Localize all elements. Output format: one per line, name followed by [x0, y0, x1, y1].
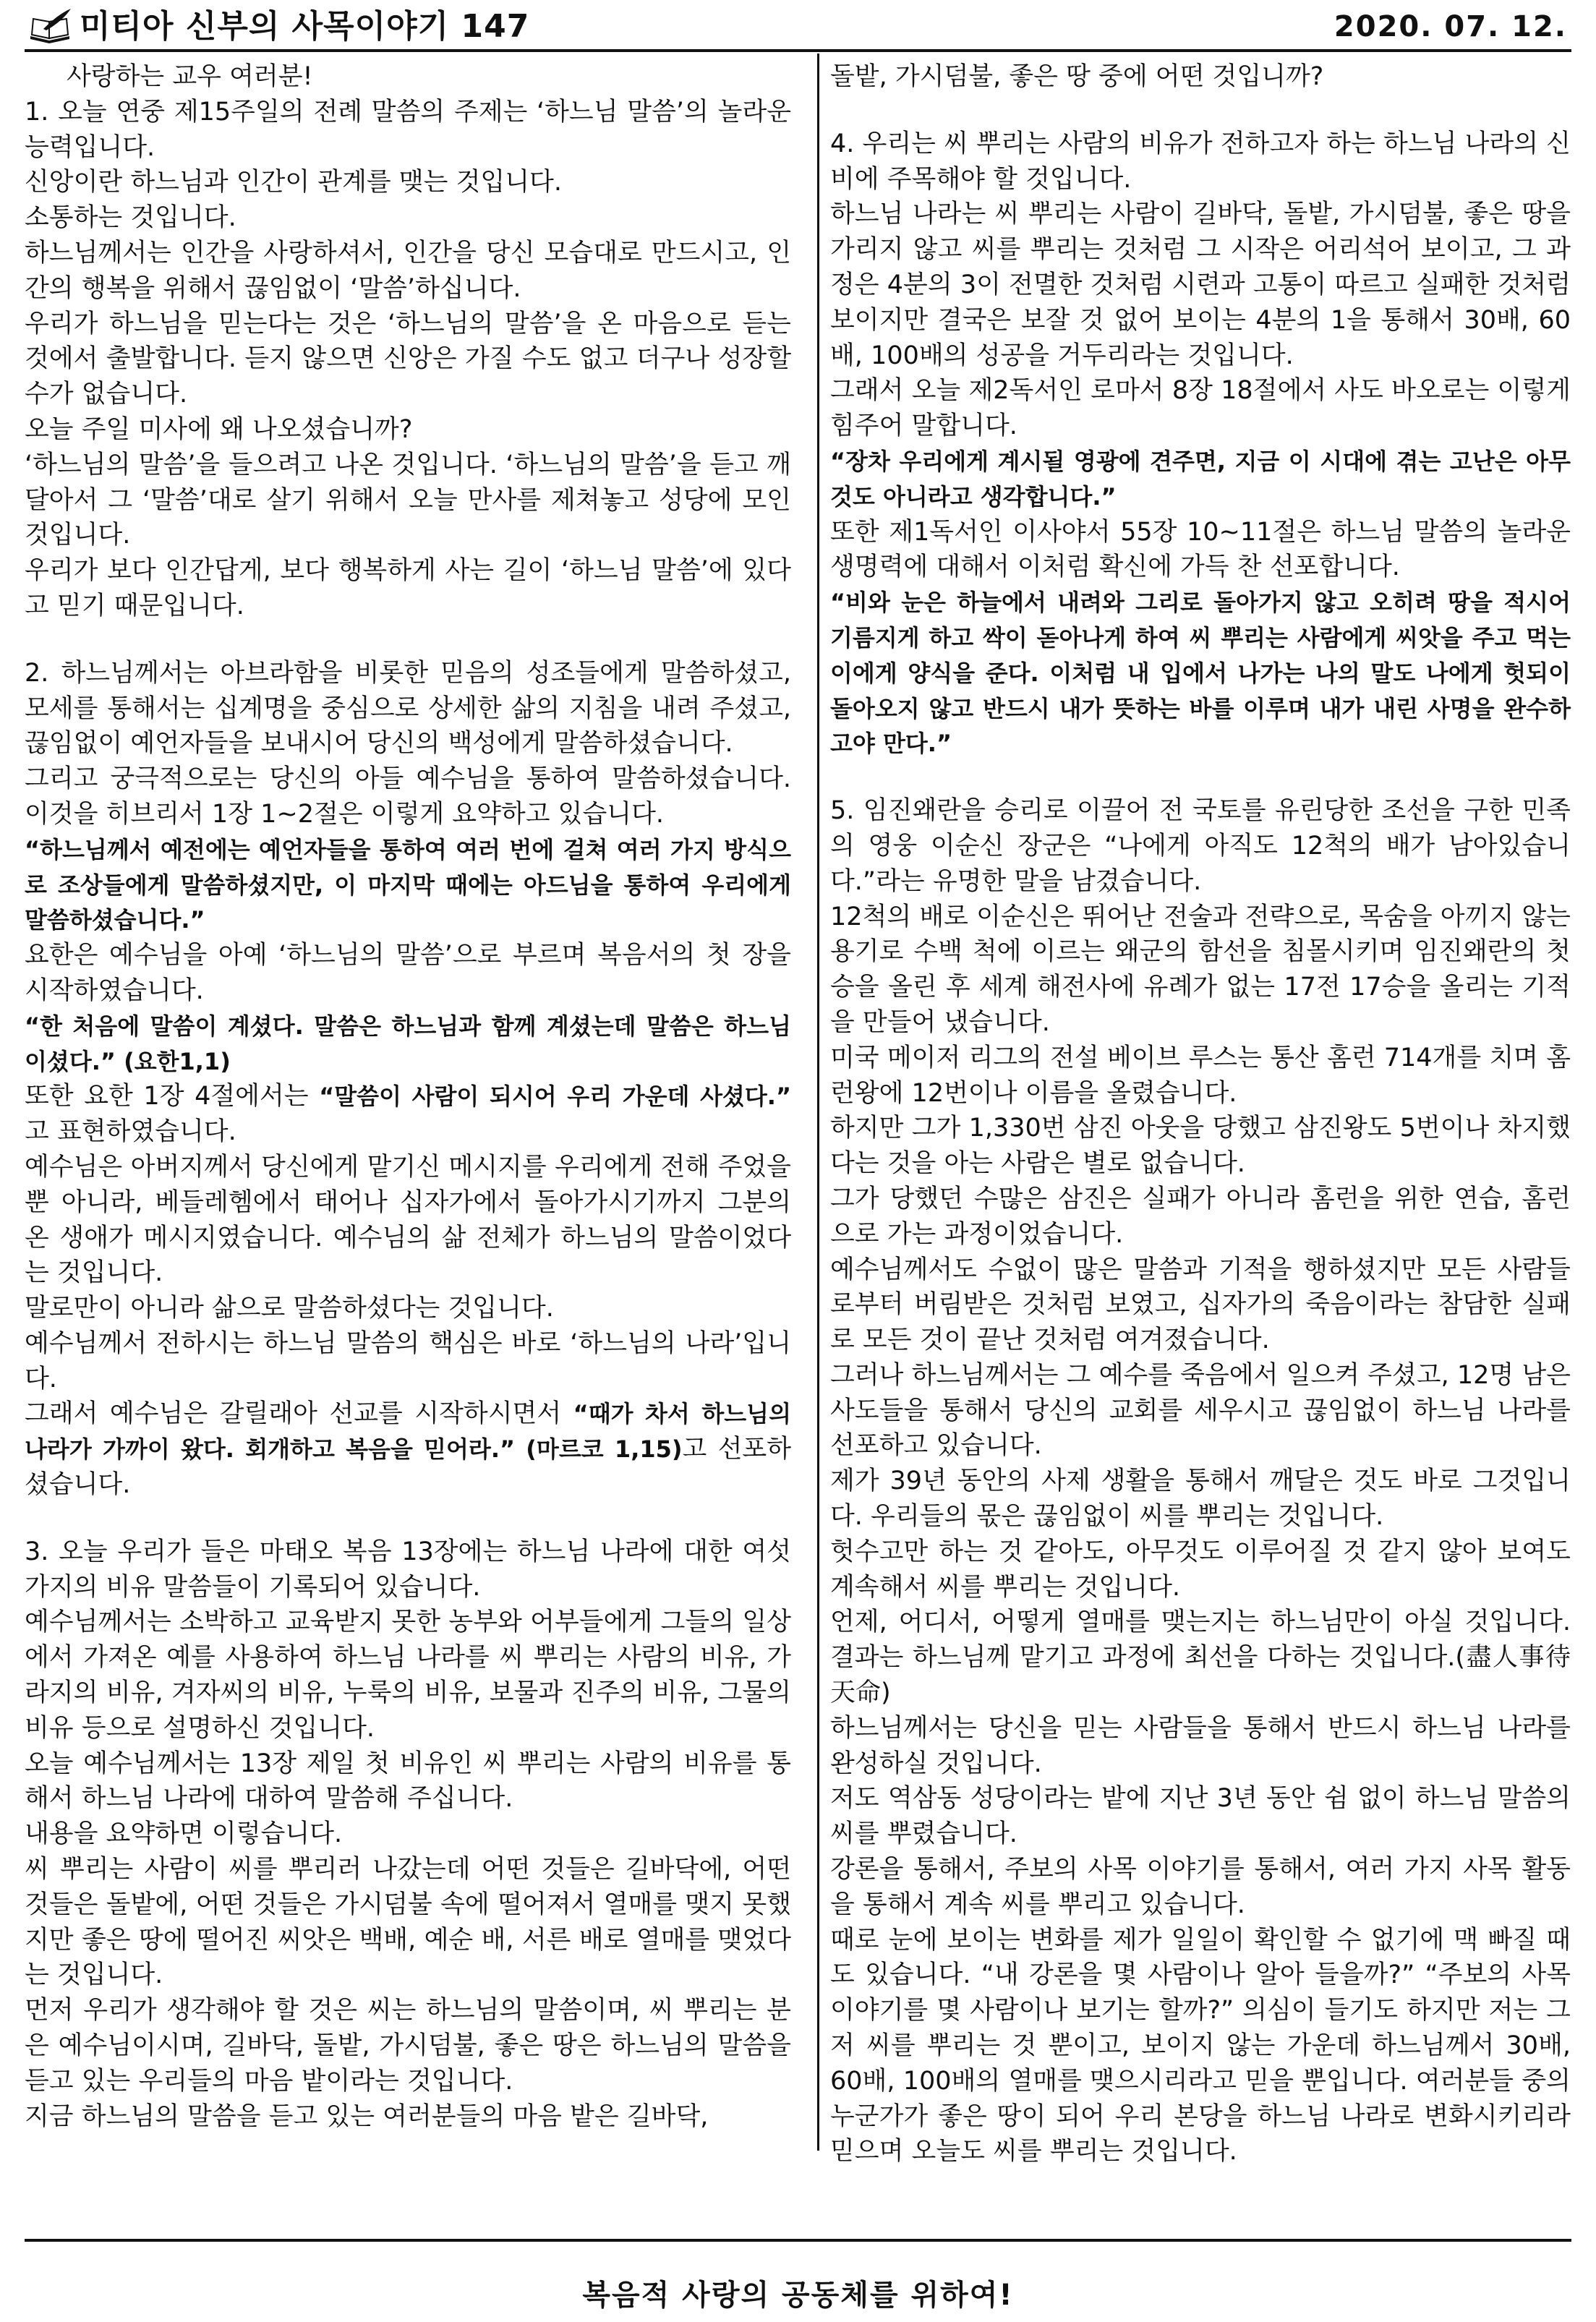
- issue-date: 2020. 07. 12.: [1333, 10, 1567, 43]
- paragraph: [25, 553, 791, 624]
- paragraph: [25, 1852, 791, 1993]
- paragraph: [25, 165, 791, 200]
- paragraph-text: 예수님께서도 수없이 많은 말씀과 기적을 행하셨지만 모든 사람들로부터 버림받은 것처럼 보였고, 십자가의 죽음이라는 참담한 실패로 모든 것이 끝난 것처럼 여겨졌습니다.: [830, 1255, 1571, 1355]
- paragraph-gap: [830, 761, 1571, 793]
- paragraph: [830, 1781, 1571, 1852]
- paragraph: [830, 1852, 1571, 1923]
- paragraph: [830, 127, 1571, 197]
- page-header: [25, 6, 1571, 52]
- paragraph: [830, 1923, 1571, 2170]
- paragraph-text: 4. 우리는 씨 뿌리는 사람의 비유가 전하고자 하는 하느님 나라의 신비에 주목해야 할 것입니다.: [830, 129, 1571, 194]
- quote-text: “하느님께서 예전에는 예언자들을 통하여 여러 번에 걸쳐 여러 가지 방식으로 조상들에게 말씀하셨지만, 이 마지막 때에는 아드님을 통하여 우리에게 말씀하셨습니다.”: [25, 835, 791, 934]
- paragraph-text: 사랑하는 교우 여러분!: [67, 62, 313, 91]
- scripture-quote: [830, 585, 1571, 761]
- paragraph-text: 언제, 어디서, 어떻게 열매를 맺는지는 하느님만이 아실 것입니다. 결과는 하느님께 맡기고 과정에 최선을 다하는 것입니다.(盡人事待天命): [830, 1608, 1571, 1708]
- paragraph-text: 요한은 예수님을 아예 ‘하느님의 말씀’으로 부르며 복음서의 첫 장을 시작하였습니다.: [25, 941, 791, 1005]
- paragraph: [25, 412, 791, 448]
- paragraph: [25, 2099, 791, 2135]
- paragraph-text: 우리가 하느님을 믿는다는 것은 ‘하느님의 말씀’을 온 마음으로 듣는 것에서 출발합니다. 듣지 않으면 신앙은 가질 수도 없고 더구나 성장할 수가 없습니다.: [25, 309, 791, 409]
- paragraph-text: ‘하느님의 말씀’을 들으려고 나온 것입니다. ‘하느님의 말씀’을 듣고 깨달아서 그 ‘말씀’대로 살기 위해서 오늘 만사를 제쳐놓고 성당에 모인 것입니다.: [25, 450, 791, 550]
- right-column: [830, 59, 1571, 2169]
- paragraph-text: 또한 요한 1장 4절에서는: [25, 1082, 320, 1111]
- paragraph: [25, 1150, 791, 1291]
- paragraph: [25, 761, 791, 832]
- paragraph: [25, 1396, 791, 1502]
- paragraph: [25, 1079, 791, 1150]
- paragraph-text: 하느님께서는 인간을 사랑하셔서, 인간을 당신 모습대로 만드시고, 인간의 행복을 위해서 끊임없이 ‘말씀’하십니다.: [25, 238, 791, 303]
- paragraph: [830, 1605, 1571, 1710]
- scripture-quote: [830, 444, 1571, 515]
- paragraph: [25, 1326, 791, 1397]
- inline-quote: “말씀이 사람이 되시어 우리 가운데 사셨다.”: [319, 1083, 791, 1111]
- paragraph-text: 그래서 예수님은 갈릴래아 선교를 시작하시면서: [25, 1399, 573, 1429]
- quote-text: “한 처음에 말씀이 계셨다. 말씀은 하느님과 함께 계셨는데 말씀은 하느님이셨다.” (요한1,1): [25, 1012, 791, 1075]
- paragraph-text: 하지만 그가 1,330번 삼진 아웃을 당했고 삼진왕도 5번이나 차지했다는 것을 아는 사람은 별로 없습니다.: [830, 1114, 1571, 1179]
- left-column: [25, 59, 791, 2134]
- paragraph: [25, 307, 791, 412]
- paragraph-text: 제가 39년 동안의 사제 생활을 통해서 깨달은 것도 바로 그것입니다. 우리들의 몫은 끊임없이 씨를 뿌리는 것입니다.: [830, 1467, 1571, 1532]
- paragraph-text: 소통하는 것입니다.: [25, 203, 236, 233]
- paragraph-tail: 고 선포하셨습니다.: [25, 1435, 791, 1500]
- paragraph-text: 헛수고만 하는 것 같아도, 아무것도 이루어질 것 같지 않아 보여도 계속해서 씨를 뿌리는 것입니다.: [830, 1537, 1571, 1602]
- paragraph: [830, 59, 1571, 95]
- paragraph-text: 12척의 배로 이순신은 뛰어난 전술과 전략으로, 목숨을 아끼지 않는 용기로 수백 척에 이르는 왜군의 함선을 침몰시키며 임진왜란의 첫 승을 올린 후 세계 해전사에 유례가 없는 17전 17승을 올리는 기적을 만들어 냈습니다.: [830, 902, 1571, 1037]
- paragraph: [25, 59, 791, 95]
- paragraph: [25, 236, 791, 307]
- paragraph: [25, 1746, 791, 1817]
- paragraph: [830, 197, 1571, 373]
- paragraph-gap: [25, 624, 791, 656]
- paragraph-text: 미국 메이저 리그의 전설 베이브 루스는 통산 홈런 714개를 치며 홈런왕에 12번이나 이름을 올렸습니다.: [830, 1043, 1571, 1108]
- scripture-quote: [25, 1009, 791, 1080]
- paragraph-text: 3. 오늘 우리가 들은 마태오 복음 13장에는 하느님 나라에 대한 여섯 가지의 비유 말씀들이 기록되어 있습니다.: [25, 1537, 791, 1602]
- paragraph-text: 그가 당했던 수많은 삼진은 실패가 아니라 홈런을 위한 연습, 홈런으로 가는 과정이었습니다.: [830, 1184, 1571, 1249]
- inline-quote: “때가 차서 하느님의 나라가 가까이 왔다. 회개하고 복음을 믿어라.” (마르코 1,15): [25, 1400, 791, 1464]
- quote-text: “장차 우리에게 계시될 영광에 견주면, 지금 이 시대에 겪는 고난은 아무것도 아니라고 생각합니다.”: [830, 447, 1571, 511]
- paragraph-text: 하느님 나라는 씨 뿌리는 사람이 길바닥, 돌밭, 가시덤불, 좋은 땅을 가리지 않고 씨를 뿌리는 것처럼 그 시작은 어리석어 보이고, 그 과정은 4분의 3이 전멸한 것처럼 시련과 고통이 따르고 실패한 것처럼 보이지만 결국은 보잘 것 없어 보이는 4분의 1을 통해서 30배, 60배, 100배의 성공을 거두리라는 것입니다.: [830, 200, 1571, 370]
- paragraph: [830, 900, 1571, 1041]
- paragraph: [830, 1464, 1571, 1535]
- paragraph-text: 2. 하느님께서는 아브라함을 비롯한 믿음의 성조들에게 말씀하셨고, 모세를 통해서는 십계명을 중심으로 상세한 삶의 지침을 내려 주셨고, 끊임없이 예언자들을 보내시어 당신의 백성에게 말씀하셨습니다.: [25, 658, 791, 759]
- footer-motto: 복음적 사랑의 공동체를 위하여!: [582, 2279, 1014, 2312]
- paragraph: [25, 1817, 791, 1852]
- paragraph-gap: [830, 95, 1571, 127]
- paragraph-text: 돌밭, 가시덤불, 좋은 땅 중에 어떤 것입니까?: [830, 62, 1324, 91]
- paragraph: [830, 793, 1571, 899]
- paragraph-text: 그리고 궁극적으로는 당신의 아들 예수님을 통하여 말씀하셨습니다. 이것을 히브리서 1장 1~2절은 이렇게 요약하고 있습니다.: [25, 764, 791, 829]
- paragraph-text: 또한 제1독서인 이사야서 55장 10~11절은 하느님 말씀의 놀라운 생명력에 대해서 이처럼 확신에 가득 찬 선포합니다.: [830, 517, 1571, 582]
- paragraph-text: 5. 임진왜란을 승리로 이끌어 전 국토를 유린당한 조선을 구한 민족의 영웅 이순신 장군은 “나에게 아직도 12척의 배가 남아있습니다.”라는 유명한 말을 남겼습니다.: [830, 796, 1571, 896]
- paragraph: [830, 515, 1571, 586]
- paragraph-text: 우리가 보다 인간답게, 보다 행복하게 사는 길이 ‘하느님 말씀’에 있다고 믿기 때문입니다.: [25, 556, 791, 620]
- paragraph: [830, 1711, 1571, 1782]
- paragraph: [830, 1182, 1571, 1252]
- paragraph-text: 1. 오늘 연중 제15주일의 전례 말씀의 주제는 ‘하느님 말씀’의 놀라운 능력입니다.: [25, 97, 791, 162]
- paragraph-text: 말로만이 아니라 삶으로 말씀하셨다는 것입니다.: [25, 1294, 554, 1323]
- paragraph: [830, 373, 1571, 444]
- paragraph-text: 하느님께서는 당신을 믿는 사람들을 통해서 반드시 하느님 나라를 완성하실 것입니다.: [830, 1713, 1571, 1778]
- footer-rule: [25, 2239, 1571, 2242]
- bulletin-title: 미티아 신부의 사목이야기 147: [80, 8, 530, 45]
- paragraph-text: 씨 뿌리는 사람이 씨를 뿌리러 나갔는데 어떤 것들은 길바닥에, 어떤 것들은 돌밭에, 어떤 것들은 가시덤불 속에 떨어져서 열매를 맺지 못했지만 좋은 땅에 떨어진 씨앗은 백배, 예순 배, 서른 배로 열매를 맺었다는 것입니다.: [25, 1855, 791, 1990]
- paragraph: [25, 1535, 791, 1605]
- paragraph-text: 먼저 우리가 생각해야 할 것은 씨는 하느님의 말씀이며, 씨 뿌리는 분은 예수님이시며, 길바닥, 돌밭, 가시덤불, 좋은 땅은 하느님의 말씀을 듣고 있는 우리들의 마음 밭이라는 것입니다.: [25, 1996, 791, 2096]
- column-divider: [817, 54, 819, 2151]
- paragraph-text: 오늘 주일 미사에 왜 나오셨습니까?: [25, 414, 413, 444]
- paragraph: [830, 1358, 1571, 1464]
- paragraph-gap: [25, 1503, 791, 1535]
- paragraph: [25, 656, 791, 761]
- paragraph: [25, 95, 791, 166]
- paragraph: [25, 448, 791, 553]
- paragraph-text: 그러나 하느님께서는 그 예수를 죽음에서 일으켜 주셨고, 12명 남은 사도들을 통해서 당신의 교회를 세우시고 끊임없이 하느님 나라를 선포하고 있습니다.: [830, 1360, 1571, 1461]
- paragraph-text: 저도 역삼동 성당이라는 밭에 지난 3년 동안 쉼 없이 하느님 말씀의 씨를 뿌렸습니다.: [830, 1784, 1571, 1849]
- paragraph-text: 내용을 요약하면 이렇습니다.: [25, 1819, 343, 1849]
- paragraph-text: 예수님은 아버지께서 당신에게 맡기신 메시지를 우리에게 전해 주었을 뿐 아니라, 베들레헴에서 태어나 십자가에서 돌아가시기까지 그분의 온 생애가 메시지였습니다. 예수님의 삶 전체가 하느님의 말씀이었다는 것입니다.: [25, 1152, 791, 1288]
- paragraph-text: 오늘 예수님께서는 13장 제일 첫 비유인 씨 뿌리는 사람의 비유를 통해서 하느님 나라에 대하여 말씀해 주십니다.: [25, 1749, 791, 1814]
- paragraph-text: 때로 눈에 보이는 변화를 제가 일일이 확인할 수 없기에 맥 빠질 때도 있습니다. “내 강론을 몇 사람이나 알아 들을까?” “주보의 사목이야기를 몇 사람이나 보기는 할까?” 의심이 들기도 하지만 저는 그저 씨를 뿌리는 것 뿐이고, 보이지 않는 가운데 하느님께서 30배, 60배, 100배의 열매를 맺으시리라고 믿을 뿐입니다. 여러분들 중의 누군가가 좋은 땅이 되어 우리 본당을 하느님 나라로 변화시키리라 믿으며 오늘도 씨를 뿌리는 것입니다.: [830, 1925, 1571, 2167]
- paragraph: [830, 1252, 1571, 1358]
- paragraph-text: 지금 하느님의 말씀을 듣고 있는 여러분들의 마음 밭은 길바닥,: [25, 2101, 709, 2131]
- paragraph-tail: 고 표현하였습니다.: [25, 1117, 236, 1147]
- quote-text: “비와 눈은 하늘에서 내려와 그리로 돌아가지 않고 오히려 땅을 적시어 기름지게 하고 싹이 돋아나게 하여 씨 뿌리는 사람에게 씨앗을 주고 먹는 이에게 양식을 준다. 이처럼 내 입에서 나가는 나의 말도 나에게 헛되이 돌아오지 않고 반드시 내가 뜻하는 바를 이루며 내가 내린 사명을 완수하고야 만다.”: [830, 589, 1571, 758]
- paragraph: [25, 200, 791, 236]
- paragraph: [830, 1111, 1571, 1182]
- paragraph: [830, 1535, 1571, 1605]
- book-quill-icon: [27, 7, 72, 43]
- paragraph: [25, 1291, 791, 1326]
- paragraph-text: 예수님께서는 소박하고 교육받지 못한 농부와 어부들에게 그들의 일상에서 가져온 예를 사용하여 하느님 나라를 씨 뿌리는 사람의 비유, 가라지의 비유, 겨자씨의 비유, 누룩의 비유, 보물과 진주의 비유, 그물의 비유 등으로 설명하신 것입니다.: [25, 1608, 791, 1743]
- paragraph: [25, 938, 791, 1009]
- paragraph-text: 예수님께서 전하시는 하느님 말씀의 핵심은 바로 ‘하느님의 나라’입니다.: [25, 1328, 791, 1393]
- scripture-quote: [25, 832, 791, 938]
- paragraph: [25, 1605, 791, 1746]
- paragraph-text: 신앙이란 하느님과 인간이 관계를 맺는 것입니다.: [25, 168, 562, 197]
- paragraph: [830, 1041, 1571, 1111]
- paragraph-text: 강론을 통해서, 주보의 사목 이야기를 통해서, 여러 가지 사목 활동을 통해서 계속 씨를 뿌리고 있습니다.: [830, 1855, 1571, 1919]
- paragraph-text: 그래서 오늘 제2독서인 로마서 8장 18절에서 사도 바오로는 이렇게 힘주어 말합니다.: [830, 376, 1571, 441]
- paragraph: [25, 1993, 791, 2099]
